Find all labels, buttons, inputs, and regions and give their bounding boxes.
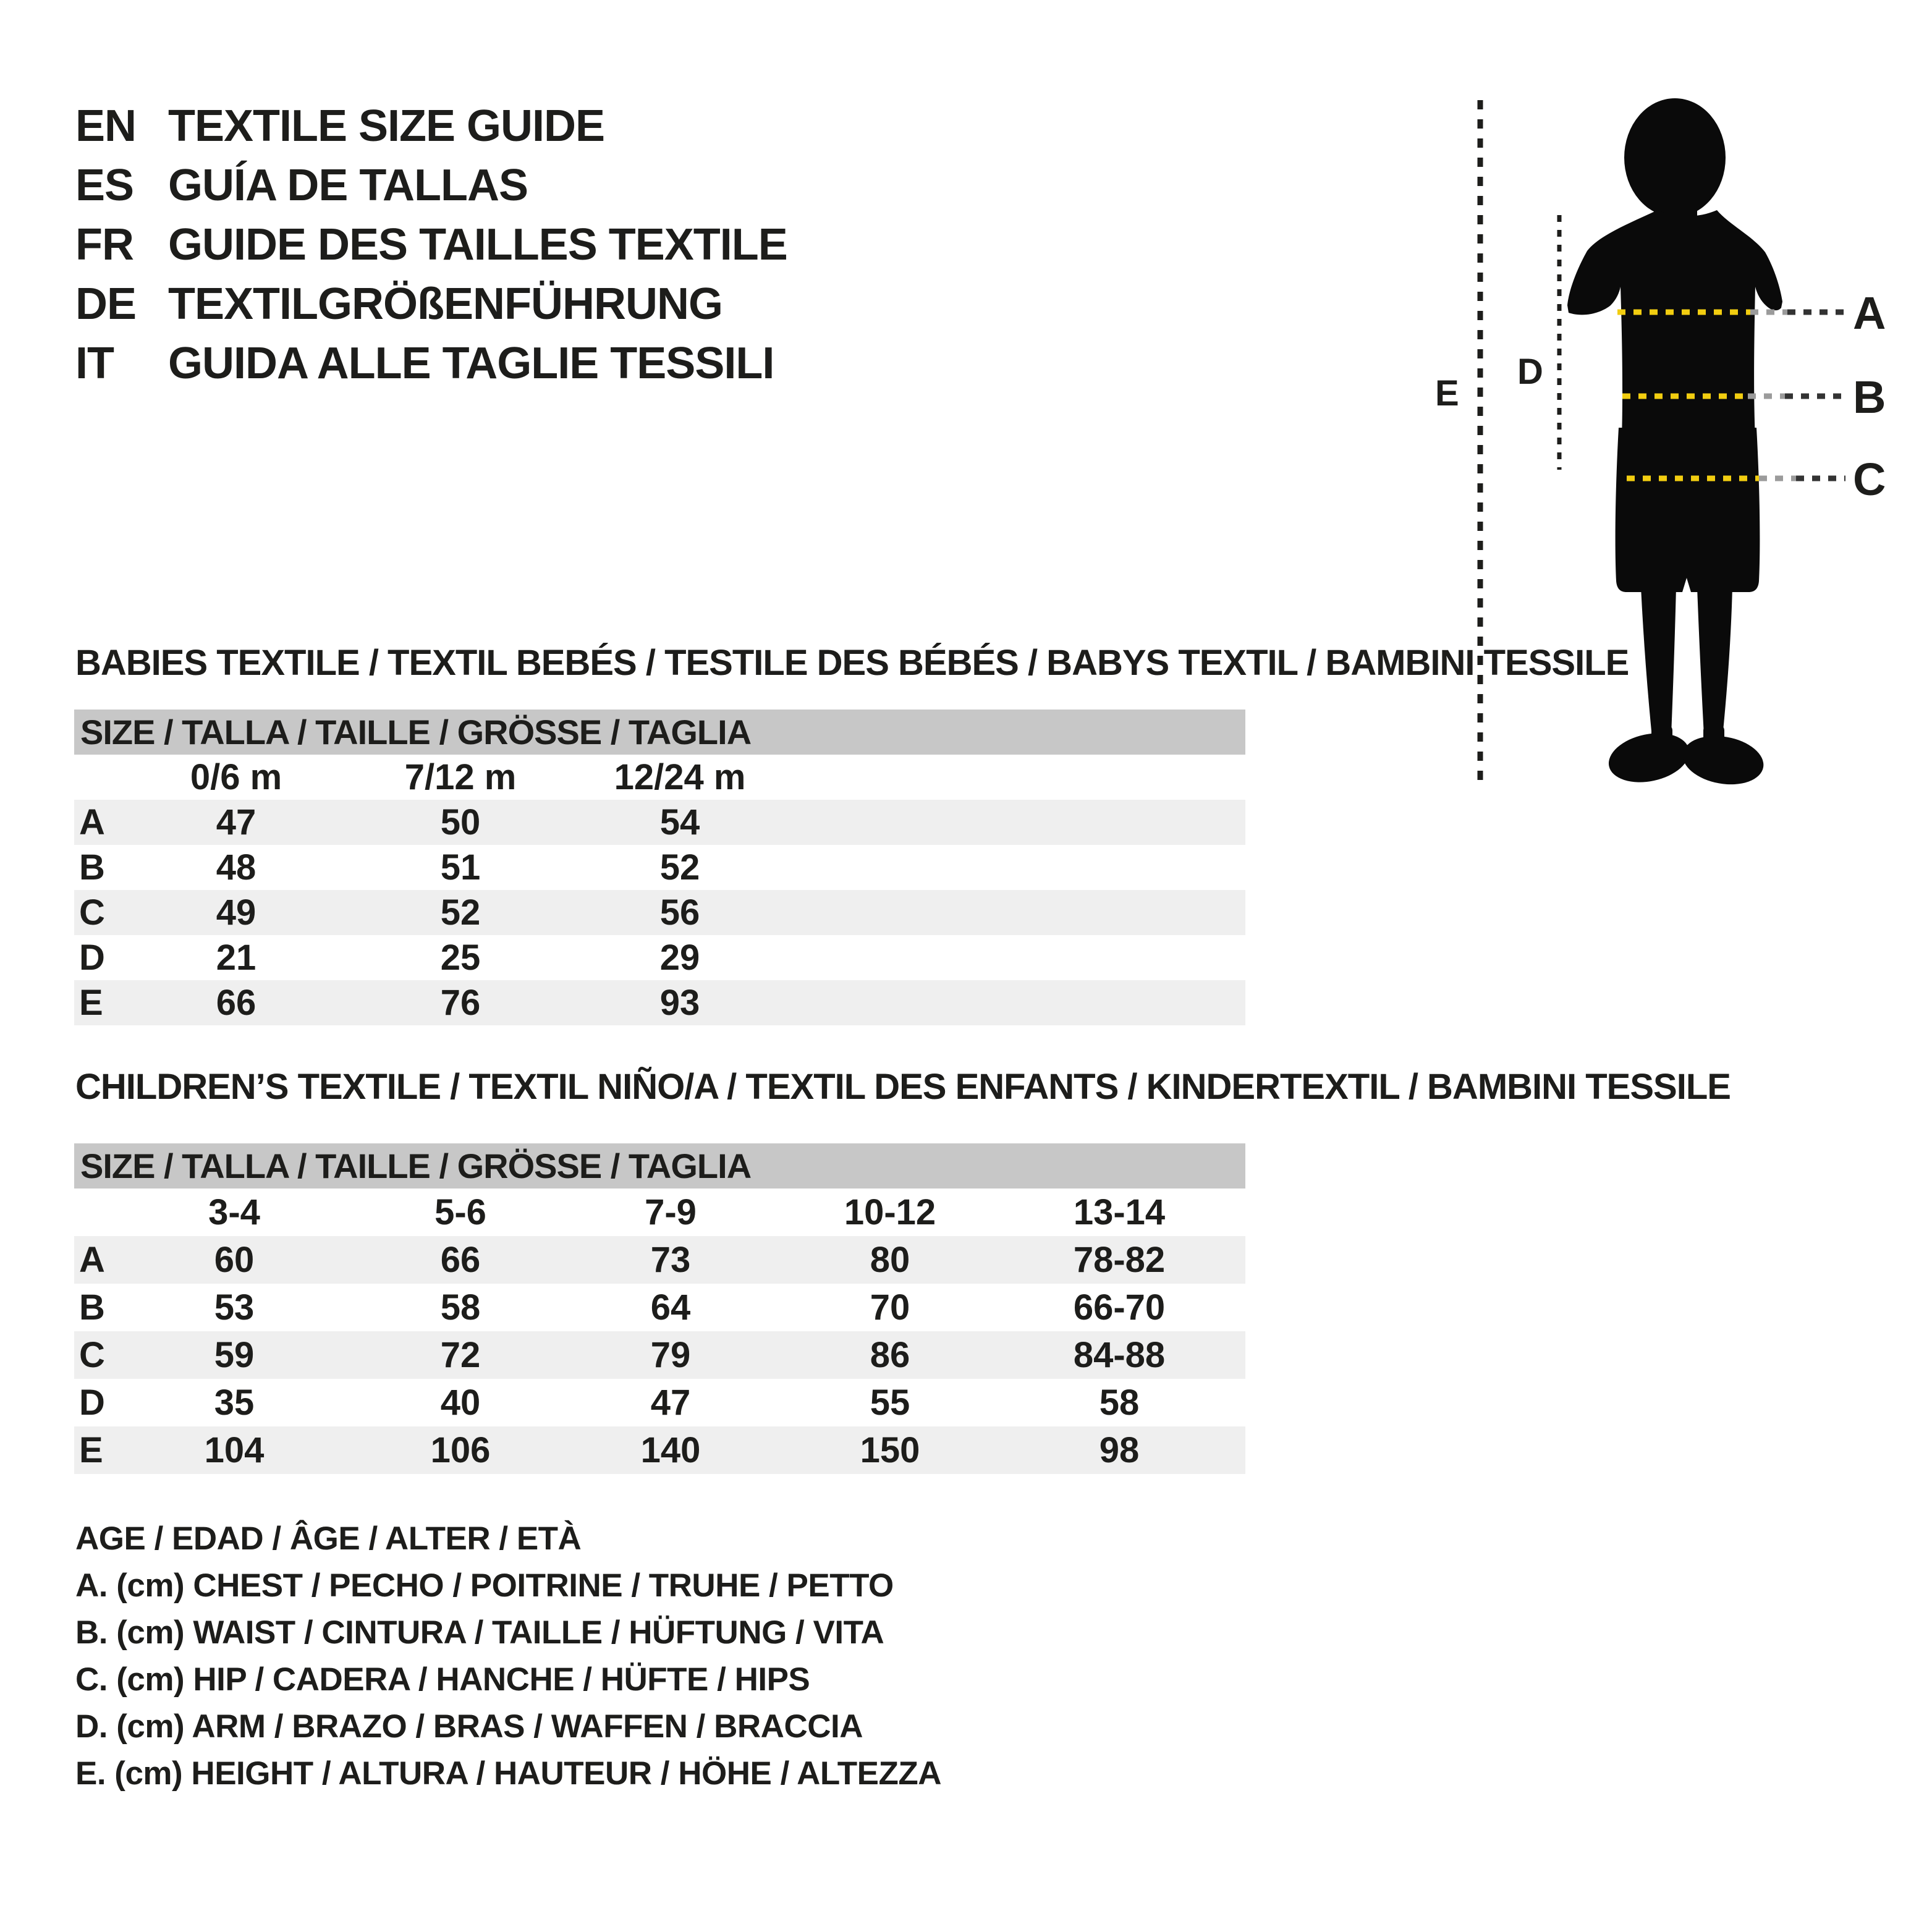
cell: 54: [659, 802, 700, 842]
table-row-e: [74, 980, 1245, 1025]
lang-code: EN: [75, 101, 137, 151]
cell: 66-70: [1073, 1287, 1166, 1328]
table-row-a: [74, 800, 1245, 845]
row-label: D: [79, 938, 105, 978]
label-e: E: [1435, 373, 1459, 413]
table-row-b: [74, 845, 1245, 890]
cell: 50: [440, 802, 481, 842]
children-size-table: [74, 1143, 1245, 1474]
cell: 21: [216, 938, 256, 978]
table-row-c: [74, 1331, 1245, 1379]
column-header: 7-9: [645, 1192, 697, 1232]
cell: 49: [216, 892, 256, 933]
row-label: A: [79, 802, 105, 842]
row-label: B: [79, 1287, 105, 1328]
cell: 35: [214, 1383, 255, 1423]
row-label: E: [79, 983, 103, 1023]
cell: 66: [440, 1240, 481, 1280]
lang-title: TEXTILE SIZE GUIDE: [168, 101, 605, 151]
lang-row-it: [75, 334, 787, 393]
cell: 60: [214, 1240, 255, 1280]
cell: 29: [659, 938, 700, 978]
cell: 40: [440, 1383, 481, 1423]
legend-height: E. (cm) HEIGHT / ALTURA / HAUTEUR / HÖHE / ALTEZZA: [75, 1755, 942, 1792]
cell: 59: [214, 1335, 255, 1375]
cell: 140: [640, 1430, 701, 1470]
cell: 58: [1099, 1383, 1140, 1423]
measurement-legend: [75, 1515, 941, 1797]
table-row-d: [74, 1379, 1245, 1426]
label-b: B: [1853, 371, 1886, 423]
cell: 84-88: [1073, 1335, 1166, 1375]
cell: 98: [1099, 1430, 1140, 1470]
legend-arm: D. (cm) ARM / BRAZO / BRAS / WAFFEN / BRACCIA: [75, 1708, 863, 1745]
column-header: 7/12 m: [404, 757, 517, 797]
cell: 47: [650, 1383, 691, 1423]
lang-code: IT: [75, 339, 114, 388]
babies-column-header-row: [74, 755, 1245, 800]
cell: 73: [650, 1240, 691, 1280]
cell: 104: [204, 1430, 265, 1470]
lang-title: GUIDA ALLE TAGLIE TESSILI: [168, 339, 774, 388]
cell: 52: [659, 847, 700, 888]
cell: 93: [659, 983, 700, 1023]
cell: 78-82: [1073, 1240, 1166, 1280]
column-header: 0/6 m: [190, 757, 282, 797]
lang-title: TEXTILGRÖßENFÜHRUNG: [168, 279, 722, 329]
cell: 64: [650, 1287, 691, 1328]
lang-title: GUÍA DE TALLAS: [168, 161, 528, 210]
children-size-header-bar: SIZE / TALLA / TAILLE / GRÖSSE / TAGLIA: [74, 1143, 1245, 1188]
cell: 70: [870, 1287, 910, 1328]
cell: 52: [440, 892, 481, 933]
measurement-diagram: [1409, 87, 1932, 803]
children-column-header-row: [74, 1188, 1245, 1236]
row-label: A: [79, 1240, 105, 1280]
legend-waist: B. (cm) WAIST / CINTURA / TAILLE / HÜFTUNG / VITA: [75, 1614, 884, 1651]
babies-size-header-bar: SIZE / TALLA / TAILLE / GRÖSSE / TAGLIA: [74, 710, 1245, 755]
lang-code: FR: [75, 220, 133, 269]
column-header: 12/24 m: [614, 757, 746, 797]
cell: 48: [216, 847, 256, 888]
lang-code: ES: [75, 161, 134, 210]
label-d: D: [1517, 352, 1543, 392]
lang-row-fr: [75, 215, 787, 274]
lang-code: DE: [75, 279, 137, 329]
column-header: 3-4: [208, 1192, 260, 1232]
table-row-d: [74, 935, 1245, 980]
children-section-title: CHILDREN’S TEXTILE / TEXTIL NIÑO/A / TEXTIL DES ENFANTS / KINDERTEXTIL / BAMBINI TESSILE: [75, 1067, 1731, 1107]
lang-row-en: [75, 96, 787, 156]
cell: 79: [650, 1335, 691, 1375]
table-row-b: [74, 1284, 1245, 1331]
row-label: C: [79, 892, 105, 933]
language-title-list: [75, 96, 787, 393]
cell: 72: [440, 1335, 481, 1375]
cell: 86: [870, 1335, 910, 1375]
row-label: C: [79, 1335, 105, 1375]
cell: 25: [440, 938, 481, 978]
child-silhouette-icon: [1567, 98, 1782, 790]
table-row-e: [74, 1426, 1245, 1474]
cell: 80: [870, 1240, 910, 1280]
babies-section-title: BABIES TEXTILE / TEXTIL BEBÉS / TESTILE DES BÉBÉS / BABYS TEXTIL / BAMBINI TESSILE: [75, 643, 1629, 683]
cell: 150: [860, 1430, 920, 1470]
cell: 106: [430, 1430, 491, 1470]
column-header: 13-14: [1073, 1192, 1166, 1232]
legend-chest: A. (cm) CHEST / PECHO / POITRINE / TRUHE / PETTO: [75, 1567, 894, 1604]
lang-row-es: [75, 156, 787, 215]
label-c: C: [1853, 454, 1886, 505]
row-label: B: [79, 847, 105, 888]
cell: 51: [440, 847, 481, 888]
legend-hip: C. (cm) HIP / CADERA / HANCHE / HÜFTE / HIPS: [75, 1661, 810, 1698]
cell: 47: [216, 802, 256, 842]
cell: 55: [870, 1383, 910, 1423]
cell: 56: [659, 892, 700, 933]
legend-age: AGE / EDAD / ÂGE / ALTER / ETÀ: [75, 1520, 582, 1557]
lang-title: GUIDE DES TAILLES TEXTILE: [168, 220, 787, 269]
column-header: 10-12: [844, 1192, 936, 1232]
table-row-c: [74, 890, 1245, 935]
row-label: E: [79, 1430, 103, 1470]
cell: 76: [440, 983, 481, 1023]
babies-size-table: [74, 710, 1245, 1025]
cell: 66: [216, 983, 256, 1023]
column-header: 5-6: [434, 1192, 486, 1232]
lang-row-de: [75, 274, 787, 334]
label-a: A: [1853, 287, 1886, 339]
row-label: D: [79, 1383, 105, 1423]
table-row-a: [74, 1236, 1245, 1284]
cell: 53: [214, 1287, 255, 1328]
cell: 58: [440, 1287, 481, 1328]
